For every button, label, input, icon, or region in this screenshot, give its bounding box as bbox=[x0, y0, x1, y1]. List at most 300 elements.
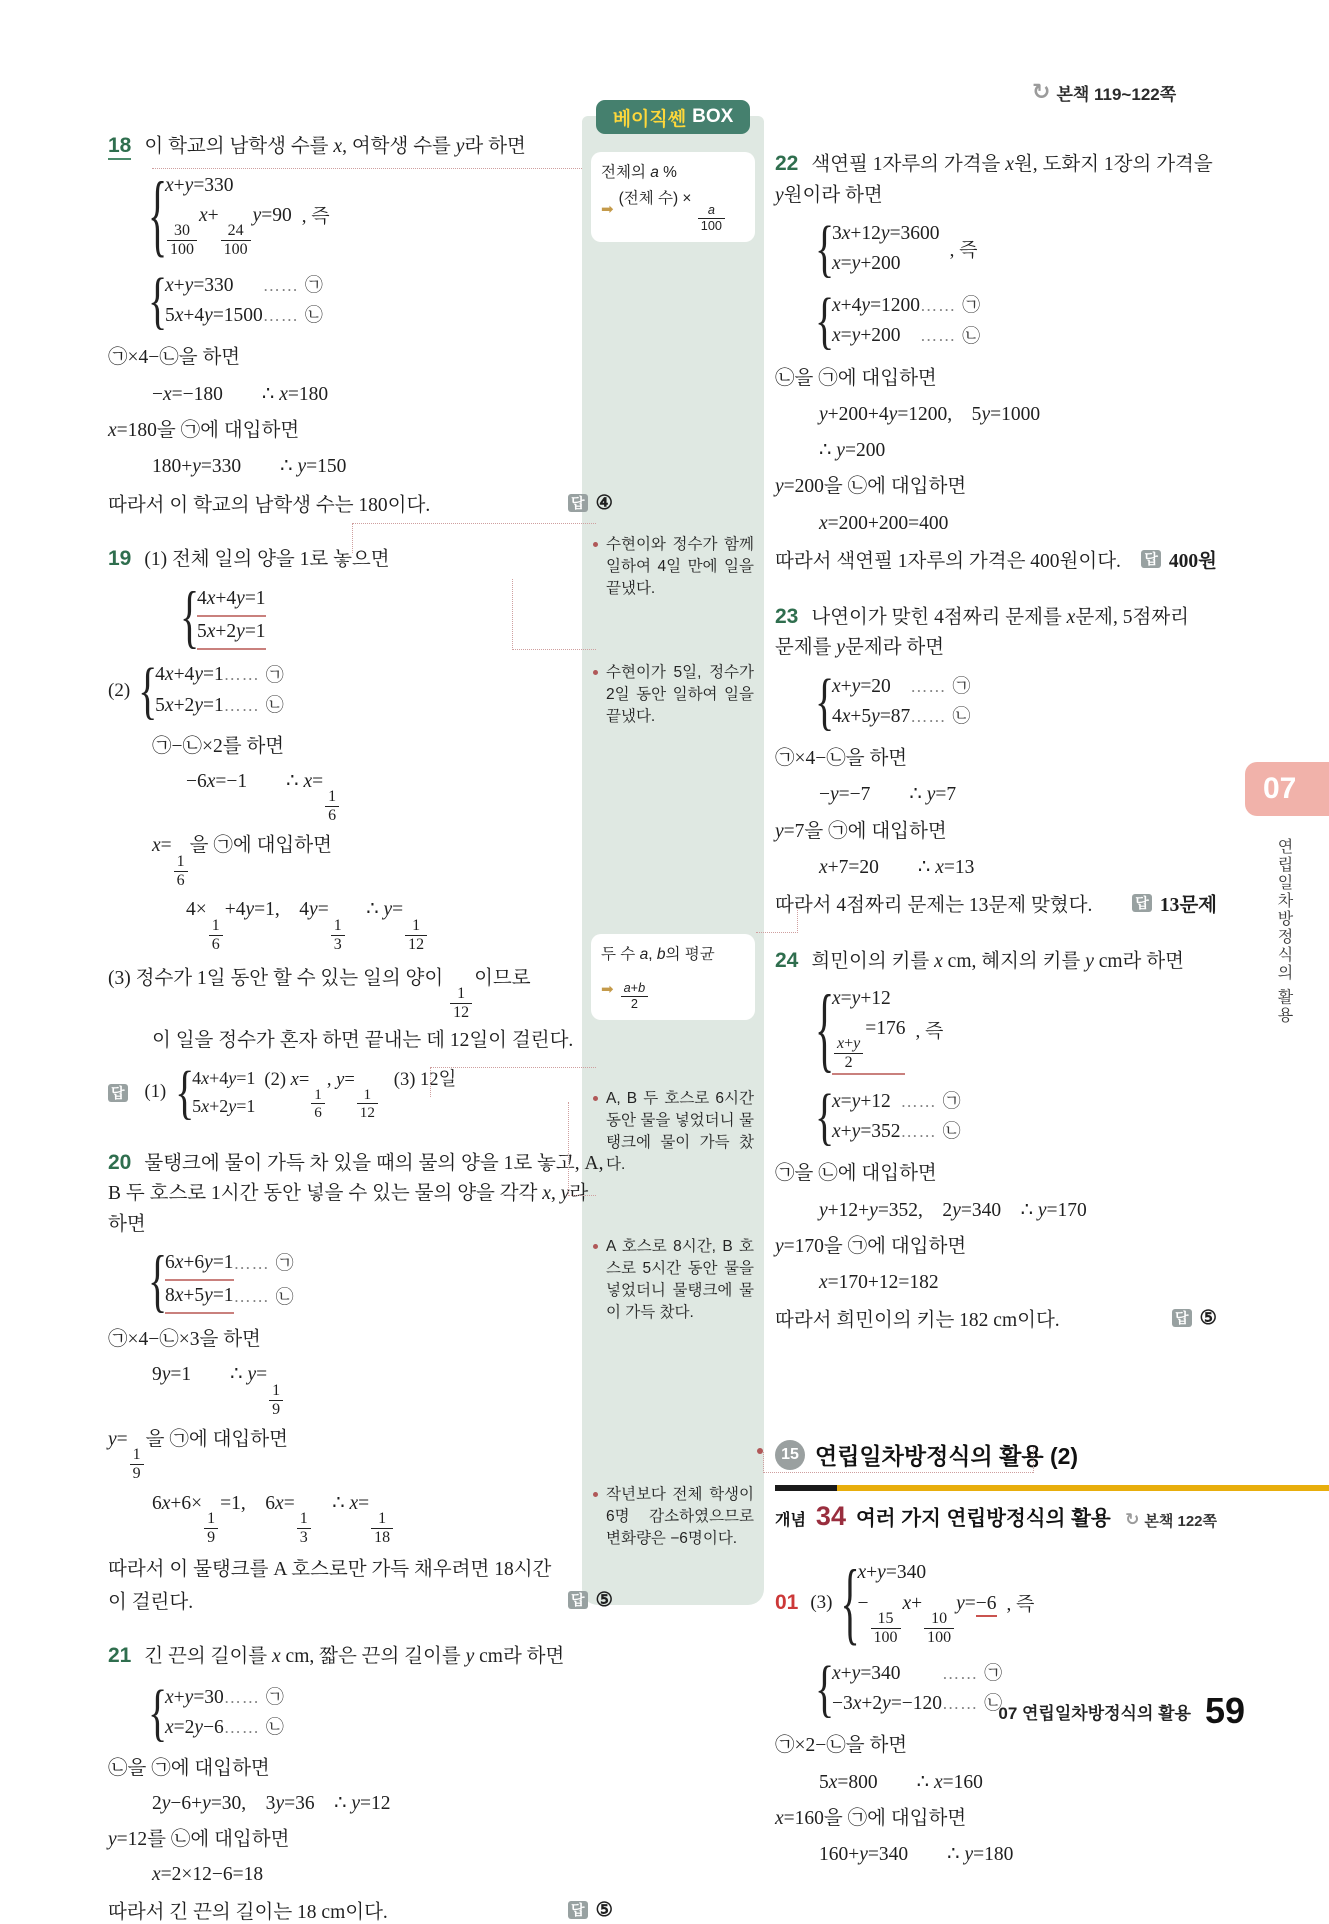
system-rows bbox=[832, 1659, 1008, 1719]
answer-badge: 답 bbox=[568, 494, 588, 512]
equation: − $\frac{15}{100}$ x+ $\frac{10}{100}$ y=−6 bbox=[857, 1592, 997, 1646]
section-header bbox=[775, 1438, 1217, 1471]
solution-step: 5x=800 ∴ x=160 bbox=[819, 1771, 983, 1793]
note-text: 작년보다 전체 학생이 6명 감소하였으므로 변화량은 −6명이다. bbox=[606, 1485, 754, 1547]
equation: 4x+4y=1 bbox=[197, 584, 266, 617]
solution-step: x+7=20 ∴ x=13 bbox=[819, 856, 975, 878]
system-brace-group bbox=[108, 577, 266, 656]
problem-intro: 긴 끈의 길이를 x cm, 짧은 끈의 길이를 y cm라 하면 bbox=[144, 1646, 565, 1668]
book-ref-label: 본책 119~122쪽 bbox=[1056, 85, 1177, 104]
equation-row bbox=[155, 660, 290, 690]
answer-badge: 답 bbox=[568, 1901, 588, 1919]
equation-system bbox=[775, 1549, 1217, 1654]
answer-line bbox=[775, 1304, 1217, 1332]
tip-formula bbox=[601, 968, 745, 1011]
equation: x=2y−6 bbox=[165, 1716, 224, 1738]
leader-line bbox=[512, 579, 513, 650]
answer-badge: 답 bbox=[108, 1084, 128, 1102]
leader-line bbox=[568, 1195, 596, 1196]
equation-tag: ㉠ bbox=[942, 1091, 961, 1112]
system-brace-group bbox=[138, 654, 290, 726]
equation: x=y+200 bbox=[832, 325, 901, 347]
solution-step: x=160을 ㉠에 대입하면 bbox=[775, 1807, 967, 1829]
equation-system bbox=[108, 161, 613, 266]
answer-badge: 답 bbox=[568, 1591, 588, 1609]
answer-statement: 따라서 긴 끈의 길이는 18 cm이다. bbox=[108, 1902, 388, 1924]
fraction: $\frac{1}{9}$ bbox=[130, 1446, 144, 1483]
dots-leader: …… bbox=[920, 296, 957, 316]
equation-row bbox=[858, 1589, 997, 1647]
sub-problem-label: (2) bbox=[108, 679, 131, 701]
equation: 4x+4y=1 bbox=[192, 1067, 256, 1088]
equation-tag: ㉠ bbox=[304, 275, 323, 296]
margin-note bbox=[606, 1484, 754, 1550]
equation-system bbox=[108, 1241, 613, 1320]
brace-icon: { bbox=[175, 1058, 195, 1126]
system-brace-group bbox=[775, 1080, 967, 1152]
note-text: A, B 두 호스로 6시간 동안 물을 넣었더니 물탱크에 물이 가득 찼다. bbox=[606, 1089, 754, 1173]
solution-step: ㉠−㉡×2를 하면 bbox=[152, 735, 285, 757]
problem-intro: 나연이가 맞힌 4점짜리 문제를 x문제, 5점짜리 문제를 y문제라 하면 bbox=[775, 606, 1189, 659]
dots-leader: …… bbox=[233, 1287, 270, 1307]
equation-row bbox=[165, 271, 329, 301]
problem-intro: 색연필 1자루의 가격을 x원, 도화지 1장의 가격을 y원이라 하면 bbox=[775, 154, 1213, 206]
system-brace-group bbox=[108, 264, 329, 336]
brace-icon: { bbox=[138, 654, 158, 726]
leader-line bbox=[568, 1102, 569, 1196]
chapter-tab: 07 bbox=[1245, 762, 1329, 816]
system-brace-group bbox=[840, 1549, 997, 1654]
equation-tag: ㉡ bbox=[942, 1121, 961, 1142]
equation-system bbox=[108, 654, 613, 726]
answer-line bbox=[108, 1058, 613, 1126]
solution-step: y= $\frac{1}{9}$ 을 ㉠에 대입하면 bbox=[108, 1428, 288, 1482]
equation-row bbox=[197, 584, 266, 617]
system-rows bbox=[165, 271, 329, 331]
system-brace-group bbox=[108, 1241, 300, 1320]
fraction: $\frac{10}{100}$ bbox=[924, 1610, 954, 1647]
solution-step: y=170을 ㉠에 대입하면 bbox=[775, 1235, 967, 1257]
fraction: $\frac{1}{18}$ bbox=[371, 1510, 393, 1547]
fraction: $\frac{1}{6}$ bbox=[174, 853, 188, 890]
equation: 4x+4y=1 bbox=[155, 664, 224, 686]
equation-row bbox=[155, 691, 290, 721]
equation-tag: ㉡ bbox=[304, 305, 323, 326]
fraction: $\frac{1}{12}$ bbox=[450, 985, 472, 1022]
fraction: $\frac{30}{100}$ bbox=[167, 222, 197, 259]
solution-step: 이 일을 정수가 혼자 하면 끝내는 데 12일이 걸린다. bbox=[152, 1029, 574, 1051]
problem-23 bbox=[775, 601, 1217, 664]
sub-problem-label: (1) bbox=[144, 1082, 167, 1103]
equation-system bbox=[775, 212, 1217, 284]
solution-step: −x=−180 ∴ x=180 bbox=[152, 383, 329, 405]
leader-line bbox=[152, 168, 582, 169]
system-suffix: , 즉 bbox=[915, 1020, 944, 1042]
system-brace-group bbox=[775, 212, 940, 284]
concept-number: 34 bbox=[815, 1501, 846, 1532]
problem-number: 23 bbox=[775, 604, 799, 628]
system-brace-group bbox=[775, 285, 986, 357]
solution-step: ㉡을 ㉠에 대입하면 bbox=[108, 1758, 270, 1780]
leader-line bbox=[1033, 1447, 1034, 1473]
solution-step: y=200을 ㉡에 대입하면 bbox=[775, 476, 967, 498]
answer-value: 13문제 bbox=[1159, 895, 1217, 917]
dots-leader: …… bbox=[942, 1663, 979, 1683]
dots-leader: …… bbox=[262, 306, 299, 326]
brace-icon: { bbox=[148, 264, 168, 336]
fraction: $\frac{x+y}{2}$ bbox=[834, 1035, 863, 1072]
fraction: $\frac{1}{6}$ bbox=[325, 788, 339, 825]
margin-note bbox=[606, 1088, 754, 1176]
concept-bar bbox=[775, 1485, 1217, 1491]
leader-line bbox=[763, 1472, 1033, 1473]
answer-value: 400원 bbox=[1168, 550, 1217, 572]
tip-box bbox=[591, 934, 755, 1020]
equation: x+4y=1200 bbox=[832, 295, 921, 317]
left-column bbox=[108, 130, 613, 1924]
equation: x+y=330 bbox=[165, 274, 234, 296]
system-suffix: , 즉 bbox=[301, 206, 330, 228]
dots-leader: …… bbox=[942, 1694, 979, 1714]
leader-line bbox=[512, 649, 596, 650]
answer-line bbox=[775, 545, 1217, 573]
equation-system bbox=[775, 1080, 1217, 1152]
footer-page-number: 59 bbox=[1204, 1690, 1245, 1731]
dots-leader: …… bbox=[233, 1254, 270, 1274]
tip-box bbox=[591, 152, 755, 242]
equation: x=y+12 bbox=[832, 987, 891, 1009]
equation-row bbox=[197, 617, 266, 650]
equation: 5x+2y=1 bbox=[192, 1095, 256, 1116]
answer-line bbox=[108, 1896, 613, 1924]
equation-system bbox=[108, 577, 613, 656]
equation-tag: ㉠ bbox=[984, 1663, 1003, 1684]
problem-intro: (1) 전체 일의 양을 1로 놓으면 bbox=[144, 549, 390, 571]
system-brace-group bbox=[108, 1676, 290, 1748]
solution-step: y+200+4y=1200, 5y=1000 bbox=[819, 403, 1041, 425]
equation-system bbox=[775, 974, 1217, 1083]
equation-tag: ㉠ bbox=[952, 675, 971, 696]
brace-icon: { bbox=[180, 577, 200, 656]
equation: 6x+6y=1 bbox=[165, 1248, 234, 1281]
answer-badge: 답 bbox=[1172, 1309, 1192, 1327]
concept-bar-gold bbox=[837, 1485, 1329, 1491]
equation: 5x+4y=1500 bbox=[165, 305, 263, 327]
equation-tag: ㉠ bbox=[265, 1686, 284, 1707]
system-rows bbox=[832, 291, 986, 351]
equation: $\frac{x+y}{2}$ =176 bbox=[832, 1014, 905, 1075]
concept-label: 개념 bbox=[775, 1512, 806, 1530]
fraction: $\frac{1}{6}$ bbox=[209, 917, 223, 954]
solution-step: y=12를 ㉡에 대입하면 bbox=[108, 1828, 290, 1850]
equation-tag: ㉡ bbox=[275, 1286, 294, 1307]
equation-row bbox=[832, 291, 986, 321]
answer-value: ④ bbox=[595, 493, 613, 515]
dots-leader: …… bbox=[910, 706, 947, 726]
dots-leader: …… bbox=[920, 326, 957, 346]
concept-row bbox=[775, 1501, 1217, 1532]
concept-title: 여러 가지 연립방정식의 활용 bbox=[855, 1507, 1111, 1531]
equation: 8x+5y=1 bbox=[165, 1281, 234, 1314]
footer-chapter: 07 연립일차방정식의 활용 bbox=[998, 1703, 1191, 1723]
solution-step: 따라서 이 물탱크를 A 호스로만 가득 채우려면 18시간 bbox=[108, 1558, 552, 1580]
leader-line bbox=[430, 1067, 596, 1068]
leader-line bbox=[352, 523, 596, 524]
problem-22 bbox=[775, 148, 1217, 211]
solution-step: x=170+12=182 bbox=[819, 1272, 939, 1294]
equation-tag: ㉡ bbox=[984, 1693, 1003, 1714]
brace-icon: { bbox=[815, 665, 835, 737]
answer-line bbox=[108, 1586, 613, 1614]
basic-box-title-accent: 베이직쎈 bbox=[612, 108, 687, 130]
solution-step: x=200+200=400 bbox=[819, 512, 949, 534]
brace-icon: { bbox=[148, 161, 168, 266]
margin-note bbox=[606, 534, 754, 600]
answer-badge: 답 bbox=[1132, 894, 1152, 912]
formula-text bbox=[619, 968, 651, 1011]
problem-number: 21 bbox=[108, 1644, 132, 1668]
problem-20 bbox=[108, 1147, 613, 1240]
solution-step: ㉡을 ㉠에 대입하면 bbox=[775, 367, 937, 389]
book-ref-header bbox=[1032, 80, 1176, 105]
section-title: 연립일차방정식의 활용 (2) bbox=[815, 1443, 1079, 1470]
equation-system bbox=[775, 285, 1217, 357]
equation-row bbox=[832, 219, 940, 249]
fraction: $\frac{1}{3}$ bbox=[331, 917, 345, 954]
solution-step: x= $\frac{1}{6}$ 을 ㉠에 대입하면 bbox=[152, 835, 332, 889]
brace-icon: { bbox=[815, 285, 835, 357]
leader-line bbox=[352, 523, 353, 553]
equation-row bbox=[165, 1713, 290, 1743]
system-suffix: , 즉 bbox=[949, 240, 978, 262]
leader-line bbox=[763, 1452, 764, 1473]
solution-step: ㉠×4−㉡을 하면 bbox=[108, 347, 241, 369]
fraction: $\frac{1}{6}$ bbox=[311, 1086, 325, 1121]
problem-number: 19 bbox=[108, 547, 132, 571]
problem-24 bbox=[775, 945, 1217, 978]
equation-row bbox=[832, 1659, 1008, 1689]
answer-line bbox=[108, 489, 613, 517]
dots-leader: …… bbox=[910, 676, 947, 696]
equation-tag: ㉡ bbox=[265, 1717, 284, 1738]
equation: x=y+200 bbox=[832, 252, 901, 274]
equation: x+y=330 bbox=[165, 174, 234, 196]
fraction: $\frac{15}{100}$ bbox=[871, 1610, 901, 1647]
fraction: $\frac{1}{9}$ bbox=[269, 1382, 283, 1419]
system-rows bbox=[832, 219, 940, 279]
solution-step: ㉠×2−㉡을 하면 bbox=[775, 1735, 908, 1757]
answer-statement: 따라서 희민이의 키는 182 cm이다. bbox=[775, 1310, 1060, 1332]
system-rows bbox=[832, 672, 976, 732]
book-ref-icon: ↻ bbox=[1125, 1510, 1140, 1531]
equation: x+y=20 bbox=[832, 675, 891, 697]
equation-row bbox=[832, 672, 976, 702]
equation-tag: ㉡ bbox=[952, 706, 971, 727]
arrow-icon: ➡ bbox=[601, 980, 614, 999]
equation-row bbox=[832, 321, 986, 351]
equation-system bbox=[775, 665, 1217, 737]
solution-step: 160+y=340 ∴ y=180 bbox=[819, 1844, 1014, 1866]
answer-badge: 답 bbox=[1141, 550, 1161, 568]
solution-step: −6x=−1 ∴ x= $\frac{1}{6}$ bbox=[108, 767, 613, 825]
system-suffix: , 즉 bbox=[1006, 1594, 1035, 1616]
solution-step: x=180을 ㉠에 대입하면 bbox=[108, 419, 300, 441]
leader-line bbox=[797, 908, 798, 933]
solution-step: 4× $\frac{1}{6}$ +4y=1, 4y= $\frac{1}{3}$ ∴ y= $\frac{1}{12}$ bbox=[108, 895, 613, 953]
section-number-badge: 15 bbox=[775, 1440, 805, 1470]
solution-step: 2y−6+y=30, 3y=36 ∴ y=12 bbox=[152, 1793, 391, 1815]
system-brace-group bbox=[108, 161, 292, 266]
solution-step: ㉠×4−㉡×3을 하면 bbox=[108, 1329, 261, 1351]
equation-row bbox=[165, 201, 292, 259]
equation-row bbox=[858, 1558, 997, 1588]
equation: x+y=340 bbox=[857, 1562, 927, 1584]
book-ref-icon: ↻ bbox=[1032, 80, 1051, 105]
answer-statement: 따라서 4점짜리 문제는 13문제 맞혔다. bbox=[775, 895, 1093, 917]
problem-18 bbox=[108, 130, 613, 163]
margin-note bbox=[606, 1236, 754, 1324]
tip-title: 전체의 a % bbox=[601, 164, 677, 181]
brace-icon: { bbox=[148, 1676, 168, 1748]
leader-line bbox=[756, 932, 798, 933]
equation-system bbox=[175, 1058, 256, 1126]
system-rows bbox=[197, 584, 266, 650]
solution-step: y=7을 ㉠에 대입하면 bbox=[775, 820, 947, 842]
solution-step: ∴ y=200 bbox=[819, 440, 886, 462]
concept-book-ref bbox=[1125, 1510, 1217, 1531]
equation-row bbox=[192, 1093, 255, 1121]
equation-tag: ㉡ bbox=[962, 325, 981, 346]
solution-step: ㉠을 ㉡에 대입하면 bbox=[775, 1163, 937, 1185]
equation-row bbox=[832, 984, 905, 1014]
chapter-tab-label: 연립일차방정식의 활용 bbox=[1275, 838, 1292, 1025]
solution-step: 9y=1 ∴ y= $\frac{1}{9}$ bbox=[108, 1360, 613, 1418]
equation-system bbox=[108, 264, 613, 336]
equation-system bbox=[108, 1676, 613, 1748]
dots-leader: …… bbox=[262, 275, 299, 295]
brace-icon: { bbox=[815, 1080, 835, 1152]
system-rows bbox=[858, 1558, 997, 1646]
problem-19 bbox=[108, 543, 613, 576]
answer-value: (2) x= $\frac{1}{6}$ , y= $\frac{1}{12}$ (3) 12일 bbox=[264, 1070, 457, 1121]
problem-number: 22 bbox=[775, 152, 799, 175]
equation: x=y+12 bbox=[832, 1091, 891, 1113]
equation: −3x+2y=−120 bbox=[832, 1693, 943, 1715]
system-rows bbox=[155, 660, 290, 720]
solution-step: y+12+y=352, 2y=340 ∴ y=170 bbox=[819, 1199, 1087, 1221]
dots-leader: …… bbox=[223, 1687, 260, 1707]
basic-box-title-rest: BOX bbox=[692, 106, 734, 127]
solution-step: −y=−7 ∴ y=7 bbox=[819, 784, 957, 806]
brace-icon: { bbox=[815, 1652, 835, 1724]
right-column bbox=[775, 148, 1217, 1869]
solution-step: 180+y=330 ∴ y=150 bbox=[152, 456, 347, 478]
equation-row bbox=[832, 1087, 967, 1117]
concept-block bbox=[775, 1485, 1217, 1532]
system-brace-group bbox=[175, 1058, 256, 1126]
problem-number: 24 bbox=[775, 949, 799, 973]
equation-row bbox=[832, 1014, 905, 1075]
equation: x+y=340 bbox=[832, 1662, 901, 1684]
solution-step: 6x+6× $\frac{1}{9}$ =1, 6x= $\frac{1}{3}$ ∴ x= $\frac{1}{18}$ bbox=[108, 1489, 613, 1547]
problem-number: 18 bbox=[108, 134, 131, 160]
equation-row bbox=[192, 1065, 255, 1093]
fraction: $\frac{1}{9}$ bbox=[204, 1510, 218, 1547]
underlined-value: −6 bbox=[976, 1593, 997, 1617]
solution-step: (3) 정수가 1일 동안 할 수 있는 일의 양이 $\frac{1}{12}$ 이므로 bbox=[108, 967, 531, 1021]
brace-icon: { bbox=[815, 212, 835, 284]
fraction: $\frac{1}{12}$ bbox=[405, 917, 427, 954]
answer-line bbox=[775, 889, 1217, 917]
system-rows bbox=[192, 1065, 255, 1121]
sub-problem-label: (3) bbox=[810, 1591, 833, 1613]
problem-21 bbox=[108, 1640, 613, 1673]
equation-tag: ㉠ bbox=[275, 1253, 294, 1274]
equation-tag: ㉡ bbox=[265, 694, 284, 715]
system-rows bbox=[165, 1683, 290, 1743]
fraction: $\frac{24}{100}$ bbox=[221, 222, 251, 259]
equation-row bbox=[165, 171, 292, 201]
equation-row bbox=[165, 1683, 290, 1713]
equation: 5x+2y=1 bbox=[155, 694, 224, 716]
equation-row bbox=[832, 702, 976, 732]
answer-statement: 따라서 색연필 1자루의 가격은 400원이다. bbox=[775, 550, 1121, 572]
note-text: 수현이와 정수가 함께 일하여 4일 만에 일을 끝냈다. bbox=[606, 535, 754, 597]
concept-bar-dark bbox=[775, 1485, 837, 1491]
fraction: $\frac{1}{12}$ bbox=[357, 1086, 378, 1121]
equation-row bbox=[165, 1281, 300, 1314]
sub-problem-number: 01 bbox=[775, 1590, 799, 1614]
equation: 5x+2y=1 bbox=[197, 617, 266, 650]
answer-value: ⑤ bbox=[595, 1590, 613, 1612]
margin-note bbox=[606, 662, 754, 728]
system-rows bbox=[165, 171, 292, 259]
system-rows bbox=[832, 984, 905, 1075]
answer-statement: 이 걸린다. bbox=[108, 1592, 194, 1614]
equation-row bbox=[832, 1689, 1008, 1719]
system-rows bbox=[832, 1087, 967, 1147]
equation: 4x+5y=87 bbox=[832, 705, 911, 727]
equation: 3x+12y=3600 bbox=[832, 222, 940, 244]
equation-row bbox=[832, 1117, 967, 1147]
equation-tag: ㉠ bbox=[265, 664, 284, 685]
equation-row bbox=[832, 249, 940, 279]
brace-icon: { bbox=[815, 974, 835, 1083]
note-text: 수현이가 5일, 정수가 2일 동안 일하여 일을 끝냈다. bbox=[606, 663, 754, 725]
system-brace-group bbox=[775, 665, 976, 737]
system-brace-group bbox=[775, 974, 906, 1083]
equation-row bbox=[165, 1248, 300, 1281]
fraction: $\frac{a}{100}$ bbox=[698, 203, 725, 232]
fraction: $\frac{1}{3}$ bbox=[297, 1510, 311, 1547]
leader-line bbox=[430, 1067, 431, 1097]
answer-value: ⑤ bbox=[595, 1900, 613, 1922]
brace-icon: { bbox=[148, 1241, 168, 1320]
tip-title: 두 수 a, b의 평균 bbox=[601, 945, 715, 963]
problem-intro: 이 학교의 남학생 수를 x, 여학생 수를 y라 하면 bbox=[144, 136, 526, 157]
problem-number: 20 bbox=[108, 1150, 132, 1174]
dots-leader: …… bbox=[223, 695, 260, 715]
equation: x+y=30 bbox=[165, 1686, 224, 1708]
equation: $\frac{30}{100}$ x+ $\frac{24}{100}$ y=90 bbox=[165, 201, 292, 259]
book-ref-label: 본책 122쪽 bbox=[1144, 1512, 1217, 1530]
system-rows bbox=[165, 1248, 300, 1314]
dots-leader: …… bbox=[223, 665, 260, 685]
equation: x+y=352 bbox=[832, 1121, 901, 1143]
system-brace-group bbox=[775, 1652, 1008, 1724]
answer-value: ⑤ bbox=[1199, 1308, 1217, 1330]
problem-intro: 희민이의 키를 x cm, 혜지의 키를 y cm라 하면 bbox=[811, 951, 1184, 973]
